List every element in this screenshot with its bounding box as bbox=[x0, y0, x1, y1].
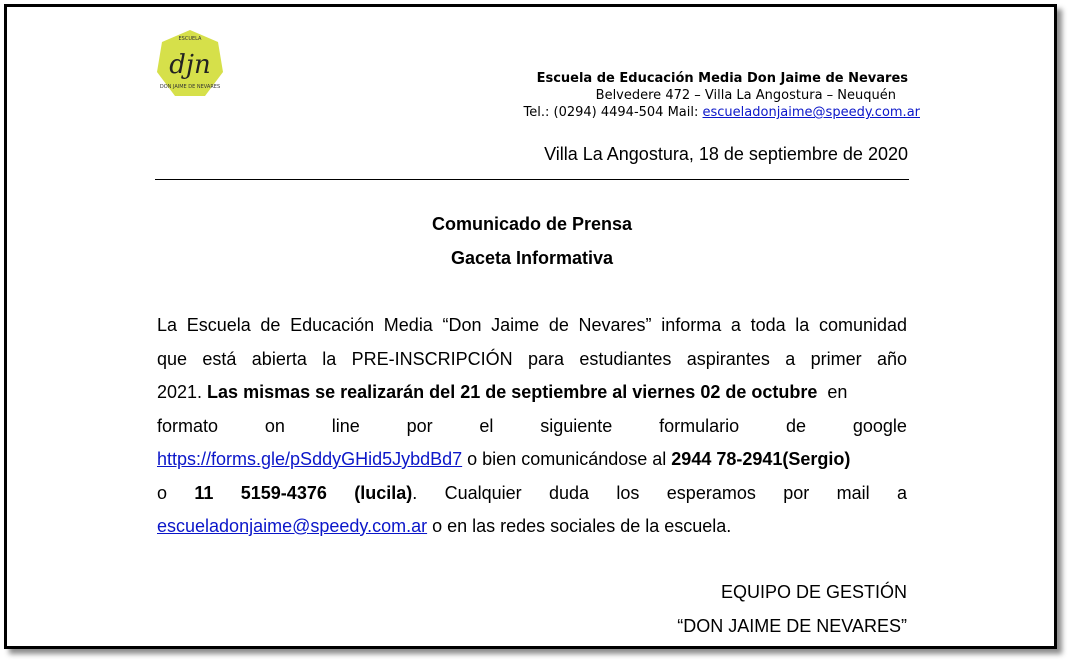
word: “Don bbox=[442, 315, 482, 335]
word: formato bbox=[157, 415, 219, 436]
header-email-link[interactable]: escueladonjaime@speedy.com.ar bbox=[702, 105, 920, 120]
header-divider bbox=[155, 179, 909, 180]
school-contact bbox=[524, 104, 920, 121]
place-date: Villa La Angostura, 18 de septiembre de 2020 bbox=[544, 144, 908, 164]
body-line-3 bbox=[157, 376, 907, 410]
signature-team: EQUIPO DE GESTIÓN bbox=[720, 582, 907, 602]
word: la bbox=[322, 348, 337, 369]
word: Nevares” bbox=[578, 315, 652, 335]
school-name: Escuela de Educación Media Don Jaime de Nevares bbox=[536, 71, 908, 86]
word: el bbox=[479, 415, 494, 436]
word: para bbox=[527, 348, 564, 369]
text-fragment: o en las redes sociales de la escuela. bbox=[427, 516, 732, 536]
logo-text: djn bbox=[169, 50, 211, 80]
phone-sergio: 2944 78-2941(Sergio) bbox=[671, 449, 851, 469]
word: Educación bbox=[290, 315, 375, 335]
text-fragment: 2021. bbox=[157, 382, 208, 402]
contact-name-lucila: (lucila) bbox=[354, 482, 413, 503]
text-fragment: en bbox=[817, 382, 848, 402]
word: PRE-INSCRIPCIÓN bbox=[351, 348, 513, 369]
school-logo bbox=[155, 28, 225, 100]
word: Cualquier bbox=[444, 482, 522, 503]
word: o bbox=[157, 482, 168, 503]
phone-prefix: 11 bbox=[194, 482, 214, 503]
word: google bbox=[852, 415, 907, 436]
word: comunidad bbox=[818, 315, 907, 335]
word: Jaime bbox=[491, 315, 540, 335]
logo-arc-bottom-text: DON JAIME DE NEVARES bbox=[159, 84, 221, 90]
body-line-6 bbox=[157, 477, 907, 511]
word: La bbox=[157, 315, 178, 335]
school-address: Belvedere 472 – Villa La Angostura – Neuquén bbox=[595, 88, 896, 103]
enrollment-dates: Las mismas se realizarán del 21 de septiembre al viernes 02 de octubre bbox=[207, 382, 818, 402]
body-line-4 bbox=[157, 410, 907, 444]
word: por bbox=[406, 415, 433, 436]
logo-arc-top-text: ESCUELA bbox=[178, 36, 202, 42]
phone-lucila: 5159-4376 bbox=[240, 482, 327, 503]
text-fragment: o bien comunicándose al bbox=[462, 449, 672, 469]
word: siguiente bbox=[540, 415, 613, 436]
body-line-1 bbox=[157, 309, 907, 343]
word: que bbox=[157, 348, 188, 369]
word: line bbox=[331, 415, 360, 436]
period-text: . bbox=[412, 482, 418, 503]
body-line-5 bbox=[157, 443, 907, 477]
word: está bbox=[202, 348, 237, 369]
phone-label: Tel.: (0294) 4494-504 Mail: bbox=[523, 105, 699, 120]
word: a bbox=[730, 315, 741, 335]
word: a bbox=[896, 482, 907, 503]
word: por bbox=[783, 482, 810, 503]
gazette-subtitle: Gaceta Informativa bbox=[450, 248, 614, 268]
word: Media bbox=[383, 315, 433, 335]
google-form-link[interactable]: https://forms.gle/pSddyGHid5JybdBd7 bbox=[157, 449, 463, 469]
word: on bbox=[264, 415, 285, 436]
word: a bbox=[785, 348, 796, 369]
word: mail bbox=[836, 482, 870, 503]
word: la bbox=[795, 315, 810, 335]
word: formulario bbox=[659, 415, 740, 436]
body-line-7 bbox=[157, 510, 907, 544]
body-email-link[interactable]: escueladonjaime@speedy.com.ar bbox=[157, 516, 428, 536]
word: Escuela bbox=[186, 315, 251, 335]
word: primer bbox=[810, 348, 862, 369]
word: aspirantes bbox=[686, 348, 770, 369]
school-header bbox=[523, 70, 920, 121]
word: año bbox=[876, 348, 907, 369]
word: de bbox=[260, 315, 281, 335]
word: los bbox=[616, 482, 640, 503]
word: toda bbox=[750, 315, 786, 335]
word: de bbox=[548, 315, 569, 335]
word: de bbox=[786, 415, 807, 436]
word: estudiantes bbox=[579, 348, 672, 369]
word: duda bbox=[549, 482, 590, 503]
press-release-title: Comunicado de Prensa bbox=[431, 214, 633, 234]
word: informa bbox=[661, 315, 722, 335]
body-line-2 bbox=[157, 343, 907, 377]
body-paragraph bbox=[157, 309, 907, 544]
word: abierta bbox=[251, 348, 307, 369]
signature-school: “DON JAIME DE NEVARES” bbox=[677, 616, 907, 636]
word: esperamos bbox=[666, 482, 756, 503]
lucila-group bbox=[354, 477, 417, 511]
